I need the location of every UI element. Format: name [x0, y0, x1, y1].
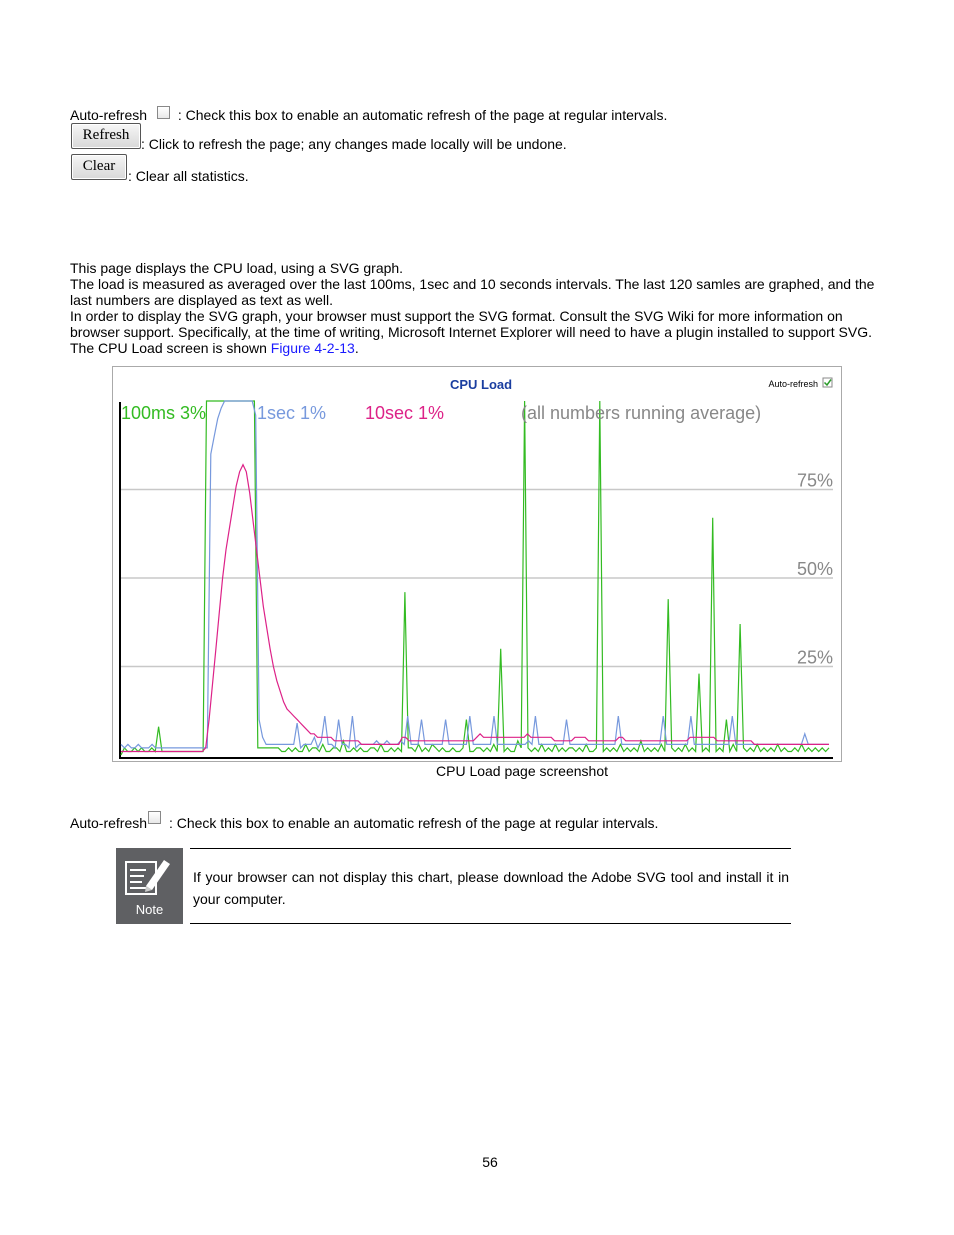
- refresh-button[interactable]: Refresh: [71, 123, 141, 149]
- note-bottom-rule: [190, 923, 791, 924]
- cpu-load-chart: [113, 367, 841, 761]
- series-line-1: [121, 401, 829, 748]
- description-line-1: This page displays the CPU load, using a SVG graph.: [70, 260, 404, 276]
- bottom-auto-refresh-checkbox[interactable]: [148, 811, 161, 824]
- chart-title: CPU Load: [449, 377, 513, 392]
- chart-auto-refresh-checkbox[interactable]: [823, 378, 832, 387]
- figure-link[interactable]: Figure 4-2-13: [270, 340, 355, 356]
- line4-prefix: The CPU Load screen is shown: [70, 340, 271, 356]
- legend-item-1: 1sec 1%: [257, 403, 327, 423]
- note-text: If your browser can not display this chart, please download the Adobe SVG tool and install it in your computer.: [193, 869, 789, 907]
- clear-description: : Clear all statistics.: [128, 168, 249, 184]
- note-label: Note: [135, 902, 164, 917]
- description-line-2: The load is measured as averaged over the last 100ms, 1sec and 10 seconds intervals. The last 120 samles are graphed, and the last numbers are displayed as text as well.: [70, 276, 875, 308]
- auto-refresh-description: : Check this box to enable an automatic refresh of the page at regular intervals.: [177, 107, 668, 123]
- legend-item-2: 10sec 1%: [365, 403, 445, 423]
- bottom-auto-refresh-description: : Check this box to enable an automatic refresh of the page at regular intervals.: [168, 815, 659, 831]
- chart-caption: CPU Load page screenshot: [436, 763, 608, 779]
- chart-gridlines: [121, 471, 833, 668]
- bottom-auto-refresh-label: Auto-refresh: [70, 815, 148, 831]
- auto-refresh-checkbox[interactable]: [157, 106, 170, 119]
- series-line-2: [121, 465, 829, 752]
- description-line-4: [70, 340, 885, 356]
- gridline-label-50: 50%: [796, 559, 833, 579]
- cpu-load-chart-frame: [112, 366, 842, 762]
- bottom-auto-refresh-row: [70, 815, 658, 831]
- chart-auto-refresh-label: Auto-refresh: [768, 379, 818, 389]
- auto-refresh-label: Auto-refresh: [70, 107, 148, 123]
- legend-note: (all numbers running average): [521, 403, 762, 423]
- line4-suffix: .: [354, 340, 359, 356]
- page-number: 56: [482, 1154, 498, 1170]
- note-top-rule: [190, 848, 791, 849]
- note-icon: [116, 848, 183, 924]
- auto-refresh-row: [70, 107, 667, 123]
- legend-item-0: 100ms 3%: [121, 403, 207, 423]
- refresh-description: : Click to refresh the page; any changes made locally will be undone.: [141, 136, 567, 152]
- clear-button[interactable]: Clear: [71, 154, 127, 180]
- pencil-notepad-icon: [116, 848, 183, 900]
- description-line-3: In order to display the SVG graph, your browser must support the SVG format. Consult the SVG Wiki for more information on browser support. Specifically, at the time of writing, Microsoft Internet Explorer will need to have a plugin installed to support SVG.: [70, 308, 873, 340]
- gridline-label-25: 25%: [796, 647, 833, 668]
- gridline-label-75: 75%: [796, 470, 833, 491]
